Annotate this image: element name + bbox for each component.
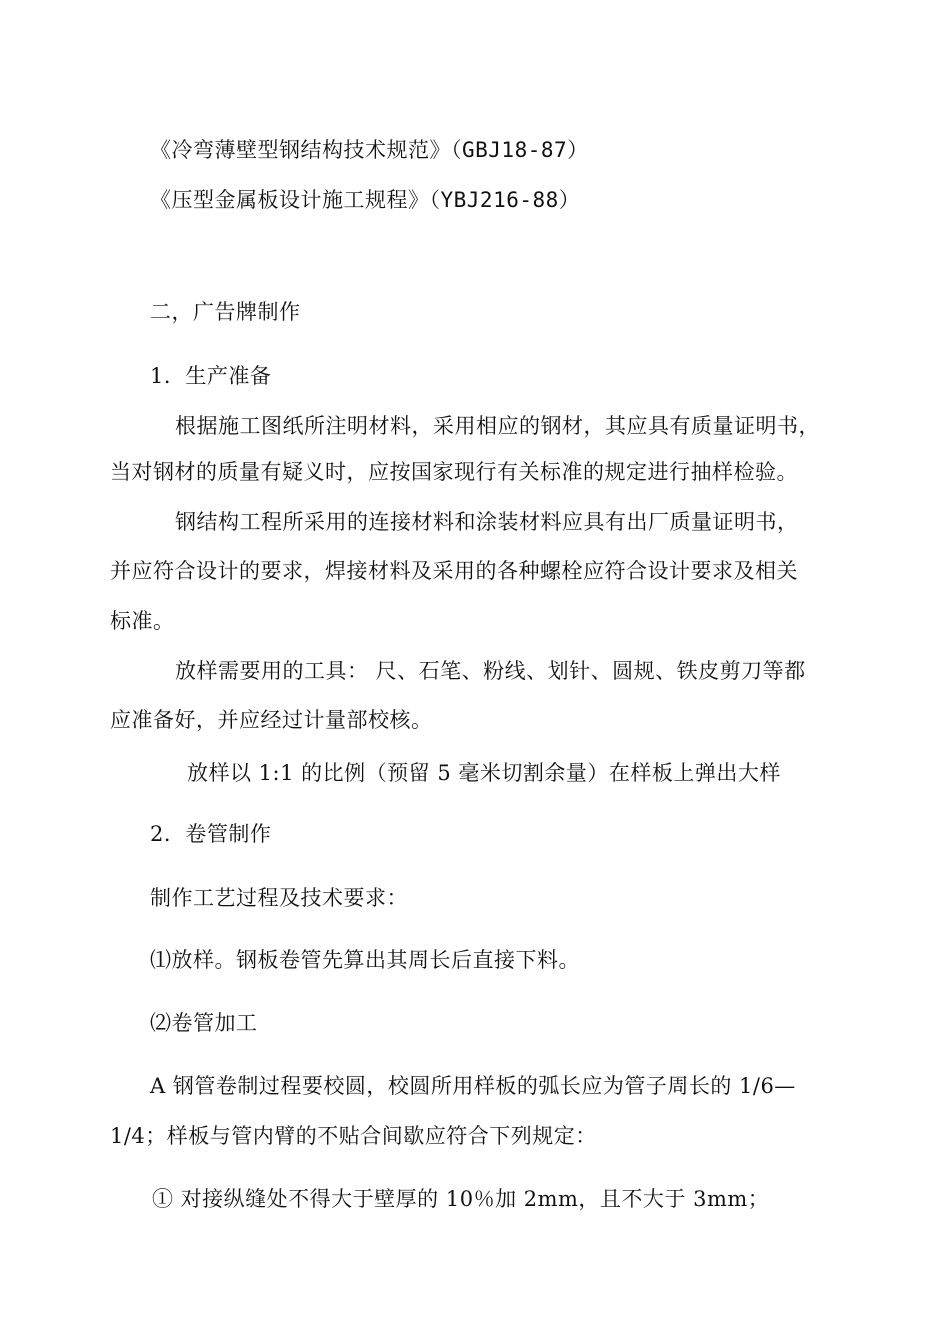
section-title: 二，广告牌制作 xyxy=(150,300,301,324)
circled-item-1: ① 对接纵缝处不得大于壁厚的 10％加 2mm，且不大于 3mm； xyxy=(152,1187,770,1211)
paragraph-a-line-1: A 钢管卷制过程要校圆，校圆所用样板的弧长应为管子周长的 1/6— xyxy=(150,1074,796,1098)
paragraph-2-line-2: 并应符合设计的要求，焊接材料及采用的各种螺栓应符合设计要求及相关 xyxy=(110,559,798,583)
subsection-title-2: 2．卷管制作 xyxy=(150,822,272,846)
reference-standard-2: 《压型金属板设计施工规程》（YBJ216-88） xyxy=(150,188,581,212)
paragraph-3-line-1: 放样需要用的工具： 尺、石笔、粉线、划针、圆规、铁皮剪刀等都 xyxy=(175,659,806,683)
process-title: 制作工艺过程及技术要求： xyxy=(150,886,408,910)
paragraph-1-line-1: 根据施工图纸所注明材料，采用相应的钢材，其应具有质量证明书， xyxy=(175,414,820,438)
reference-standard-1: 《冷弯薄壁型钢结构技术规范》（GBJ18-87） xyxy=(150,138,589,162)
list-item-1: ⑴放样。钢板卷管先算出其周长后直接下料。 xyxy=(150,948,580,972)
paragraph-1-line-2: 当对钢材的质量有疑义时，应按国家现行有关标准的规定进行抽样检验。 xyxy=(110,460,798,484)
subsection-title-1: 1．生产准备 xyxy=(150,364,272,388)
list-item-2: ⑵卷管加工 xyxy=(150,1011,258,1035)
paragraph-2-line-3: 标准。 xyxy=(110,609,175,633)
paragraph-3-line-2: 应准备好，并应经过计量部校核。 xyxy=(110,708,433,732)
paragraph-2-line-1: 钢结构工程所采用的连接材料和涂装材料应具有出厂质量证明书， xyxy=(175,510,799,534)
paragraph-a-line-2: 1/4；样板与管内臂的不贴合间歇应符合下列规定： xyxy=(110,1124,597,1148)
paragraph-4-line-1: 放样以 1:1 的比例（预留 5 毫米切割余量）在样板上弹出大样 xyxy=(187,761,781,785)
